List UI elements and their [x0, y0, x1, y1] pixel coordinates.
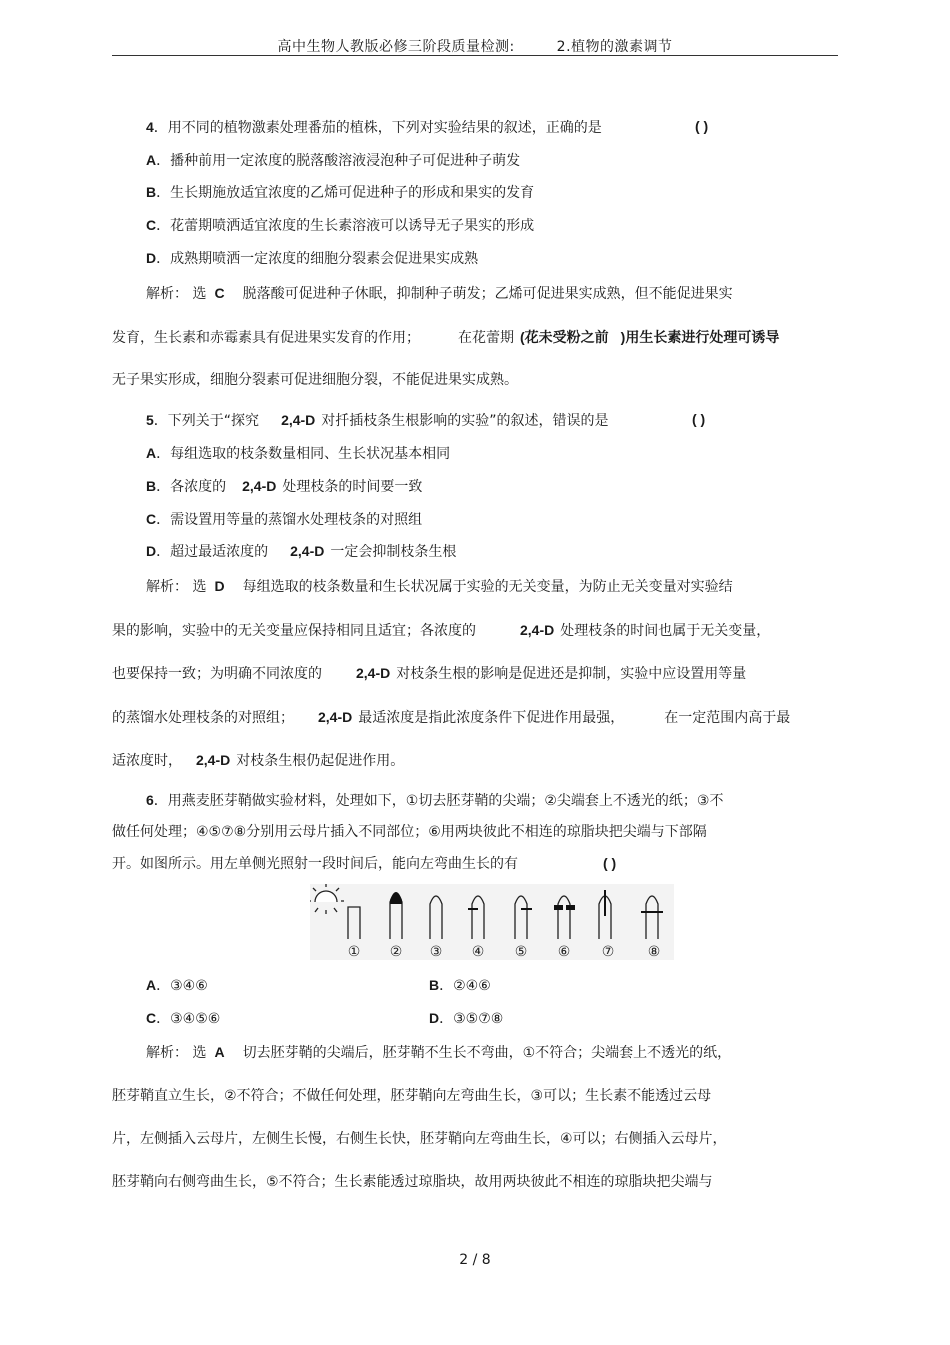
- header-subtitle: 2.植物的激素调节: [556, 39, 673, 55]
- q6-option-a: A．③④⑥: [146, 977, 208, 994]
- figure-label-2: ②: [389, 944, 403, 960]
- coleoptile-6: [558, 896, 570, 939]
- header-rule: [112, 55, 838, 56]
- coleoptile-diagram: [310, 884, 674, 960]
- q5-option-b: B．各浓度的 2,4-D 处理枝条的时间要一致: [146, 478, 423, 495]
- q4-analysis-line2: 发育，生长素和赤霉素具有促进果实发育的作用； 在花蕾期 (花未受粉之前 )用生长素进行处理可诱导: [112, 329, 780, 346]
- page-header: [112, 36, 838, 56]
- q4-option-a: A．播种前用一定浓度的脱落酸溶液浸泡种子可促进种子萌发: [146, 152, 521, 169]
- q4-stem: [146, 118, 602, 137]
- opaque-cap: [390, 892, 402, 904]
- coleoptile-5: [515, 896, 527, 939]
- coleoptile-figure: [310, 884, 674, 960]
- q5-analysis-line2: 果的影响，实验中的无关变量应保持相同且适宜；各浓度的 2,4-D 处理枝条的时间也属于无关变量，: [112, 622, 771, 639]
- sun-icon: [310, 884, 344, 914]
- q6-stem-line3: 开。如图所示。用左单侧光照射一段时间后，能向左弯曲生长的有: [112, 856, 518, 872]
- coleoptile-1: [348, 907, 360, 939]
- coleoptile-4: [472, 896, 484, 939]
- q4-answer-paren: ( ): [695, 118, 709, 134]
- q6-answer: A: [214, 1044, 225, 1060]
- q5-analysis-line5: 适浓度时， 2,4-D 对枝条生根仍起促进作用。: [112, 752, 405, 769]
- q6-answer-paren: ( ): [603, 855, 617, 871]
- q6-analysis-line2: 胚芽鞘直立生长，②不符合；不做任何处理，胚芽鞘向左弯曲生长，③可以；生长素不能透过云母: [112, 1088, 712, 1104]
- q4-answer: C: [214, 285, 225, 301]
- q5-answer-paren: ( ): [692, 411, 706, 427]
- figure-label-5: ⑤: [514, 944, 528, 960]
- q5-option-d: D．超过最适浓度的 2,4-D 一定会抑制枝条生根: [146, 543, 457, 560]
- q5-analysis-line1: 解析： 选 D 每组选取的枝条数量和生长状况属于实验的无关变量，为防止无关变量对实验结: [146, 578, 733, 595]
- figure-label-7: ⑦: [601, 944, 615, 960]
- q5-answer: D: [214, 578, 225, 594]
- coleoptile-3: [430, 896, 442, 939]
- coleoptile-8: [646, 896, 658, 939]
- q6-analysis-line1: 解析： 选 A 切去胚芽鞘的尖端后，胚芽鞘不生长不弯曲，①不符合；尖端套上不透光的纸，: [146, 1044, 732, 1061]
- q5-analysis-line4: 的蒸馏水处理枝条的对照组； 2,4-D 最适浓度是指此浓度条件下促进作用最强， 在一定范围内高于最: [112, 709, 791, 726]
- q4-analysis-line1: 解析： 选 C 脱落酸可促进种子休眠，抑制种子萌发；乙烯可促进果实成熟，但不能促进果实: [146, 285, 733, 302]
- q4-option-d: D．成熟期喷洒一定浓度的细胞分裂素会促进果实成熟: [146, 250, 479, 267]
- page-number: 2 / 8: [459, 1252, 491, 1268]
- q6-analysis-line4: 胚芽鞘向右侧弯曲生长，⑤不符合；生长素能透过琼脂块，故用两块彼此不相连的琼脂块把尖端与: [112, 1174, 713, 1190]
- q4-stem-text: ．用不同的植物激素处理番茄的植株，下列对实验结果的叙述，正确的是: [153, 120, 602, 136]
- q4-option-c: C．花蕾期喷洒适宜浓度的生长素溶液可以诱导无子果实的形成: [146, 217, 535, 234]
- q6-analysis-line3: 片，左侧插入云母片，左侧生长慢，右侧生长快，胚芽鞘向左弯曲生长，④可以；右侧插入云母片，: [112, 1131, 727, 1147]
- header-title: 高中生物人教版必修三阶段质量检测:: [277, 39, 515, 55]
- q6-stem-line2: 做任何处理；④⑤⑦⑧分别用云母片插入不同部位；⑥用两块彼此不相连的琼脂块把尖端与下部隔: [112, 824, 707, 840]
- q5-stem: 5．下列关于“探究 2,4-D 对扦插枝条生根影响的实验”的叙述，错误的是: [146, 412, 609, 429]
- q5-option-a: A．每组选取的枝条数量相同、生长状况基本相同: [146, 445, 451, 462]
- q6-stem-line1: 6．用燕麦胚芽鞘做实验材料，处理如下，①切去胚芽鞘的尖端；②尖端套上不透光的纸；③不: [146, 792, 724, 809]
- figure-label-8: ⑧: [647, 944, 661, 960]
- q5-option-c: C．需设置用等量的蒸馏水处理枝条的对照组: [146, 511, 423, 528]
- figure-label-1: ①: [347, 944, 361, 960]
- q4-number: 4: [146, 119, 154, 135]
- q4-option-b: B．生长期施放适宜浓度的乙烯可促进种子的形成和果实的发育: [146, 184, 535, 201]
- figure-label-3: ③: [429, 944, 443, 960]
- q6-option-c: C．③④⑤⑥: [146, 1010, 221, 1027]
- q5-analysis-line3: 也要保持一致；为明确不同浓度的 2,4-D 对枝条生根的影响是促进还是抑制，实验中应设置用等量: [112, 665, 747, 682]
- figure-label-6: ⑥: [557, 944, 571, 960]
- q6-option-b: B．②④⑥: [429, 977, 491, 994]
- figure-label-4: ④: [471, 944, 485, 960]
- q4-analysis-line3: 无子果实形成，细胞分裂素可促进细胞分裂，不能促进果实成熟。: [112, 372, 518, 388]
- agar-block-right: [566, 905, 575, 910]
- agar-block-left: [554, 905, 563, 910]
- q6-option-d: D．③⑤⑦⑧: [429, 1010, 504, 1027]
- q6-number: 6: [146, 792, 154, 808]
- q5-number: 5: [146, 412, 154, 428]
